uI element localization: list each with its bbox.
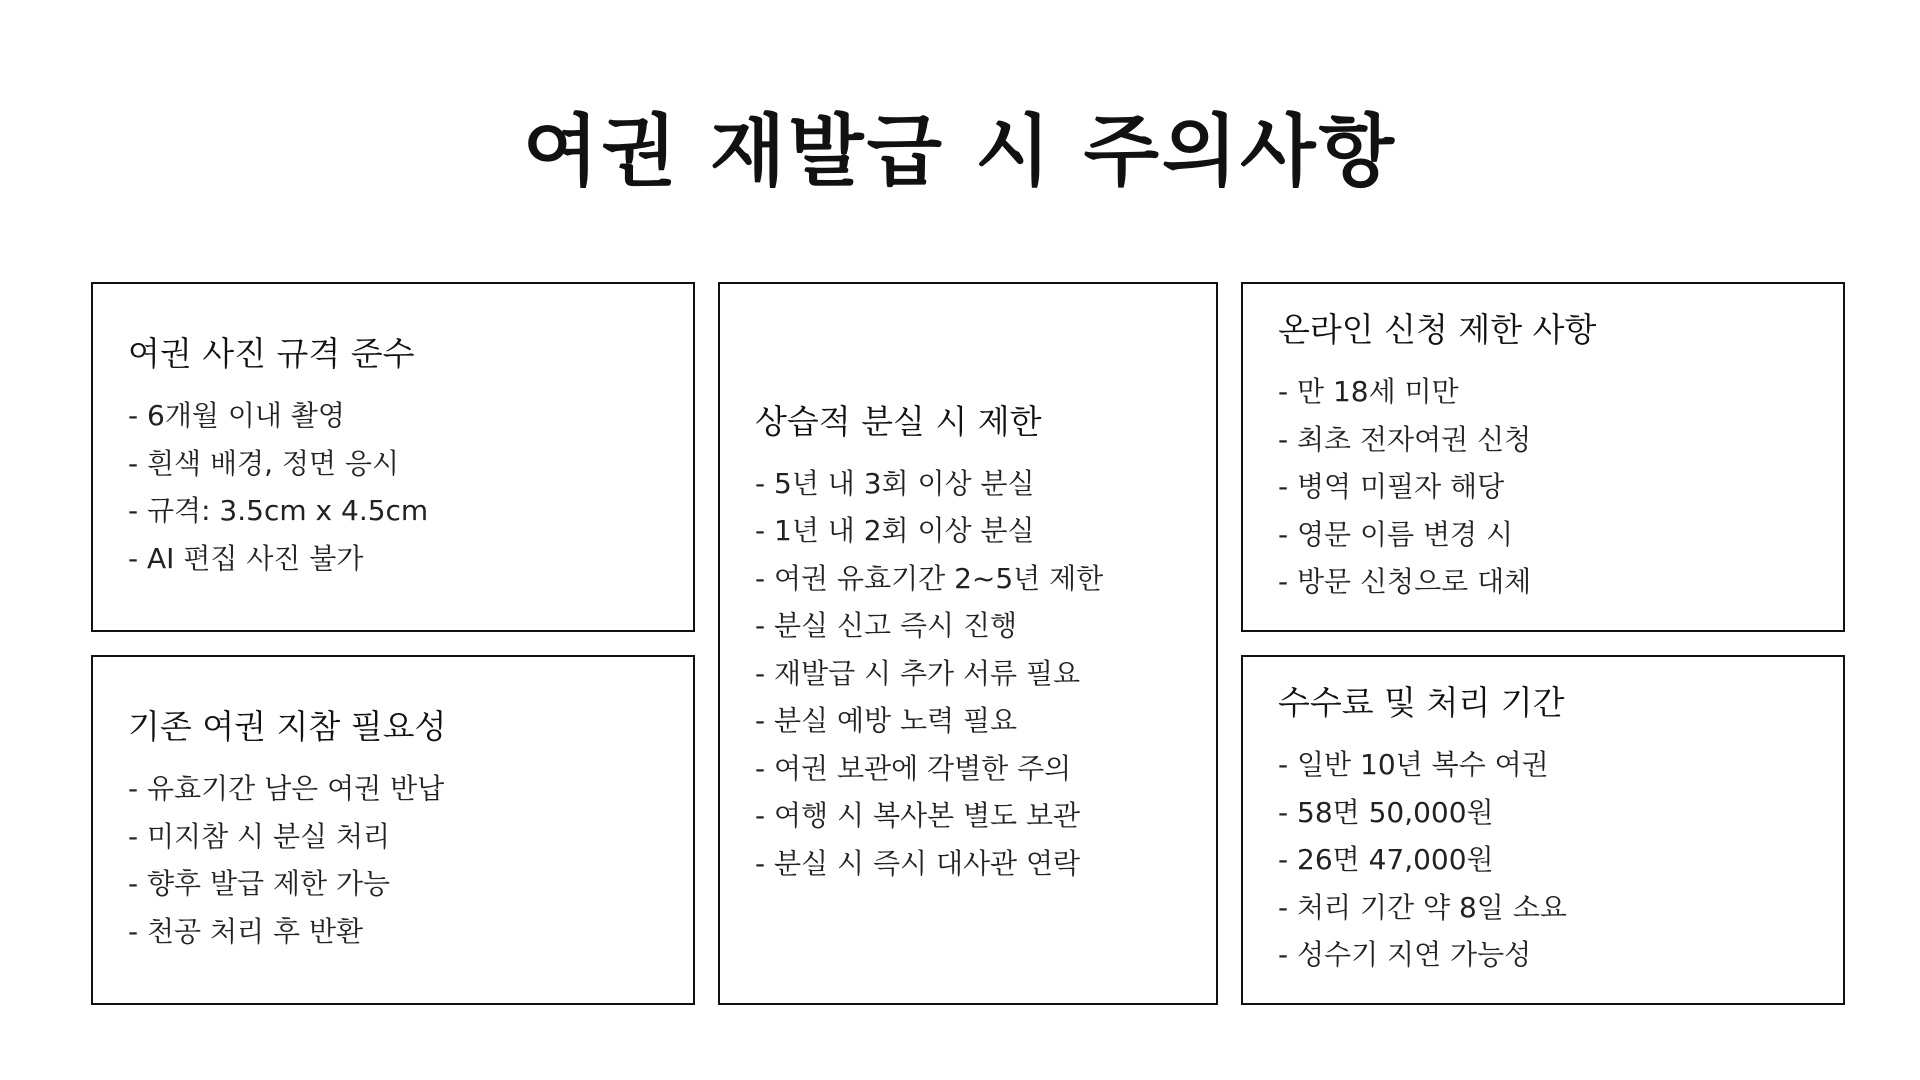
- card-item-list: [755, 460, 1196, 888]
- card-title: 수수료 및 처리 기간: [1278, 683, 1565, 723]
- list-item: - 분실 예방 노력 필요: [755, 704, 1018, 738]
- list-item: - 성수기 지연 가능성: [1278, 938, 1532, 972]
- fees-processing-card: [1241, 655, 1845, 1005]
- list-item: - 분실 신고 즉시 진행: [755, 609, 1018, 643]
- repeated-loss-card: [718, 282, 1218, 1005]
- card-item-list: [128, 392, 673, 582]
- card-title: 여권 사진 규격 준수: [128, 334, 415, 373]
- list-item: - 1년 내 2회 이상 분실: [755, 514, 1035, 548]
- page-title: 여권 재발급 시 주의사항: [523, 107, 1397, 197]
- list-item: - 최초 전자여권 신청: [1278, 422, 1532, 456]
- list-item: - 26면 47,000원: [1278, 843, 1494, 877]
- list-item: - 5년 내 3회 이상 분실: [755, 466, 1035, 500]
- list-item: - 흰색 배경, 정면 응시: [128, 446, 399, 480]
- card-title: 상습적 분실 시 제한: [755, 401, 1042, 441]
- list-item: - 처리 기간 약 8일 소요: [1278, 890, 1567, 924]
- list-item: - 천공 처리 후 반환: [128, 914, 364, 948]
- list-item: - 6개월 이내 촬영: [128, 399, 345, 432]
- list-item: - 일반 10년 복수 여권: [1278, 748, 1549, 782]
- list-item: - 영문 이름 변경 시: [1278, 517, 1514, 551]
- bring-old-passport-card: [91, 655, 695, 1005]
- list-item: - 분실 시 즉시 대사관 연락: [755, 846, 1081, 880]
- list-item: - 58면 50,000원: [1278, 795, 1494, 829]
- list-item: - AI 편집 사진 불가: [128, 541, 364, 575]
- online-limits-card: [1241, 282, 1845, 632]
- list-item: - 병역 미필자 해당: [1278, 470, 1505, 504]
- list-item: - 미지참 시 분실 처리: [128, 819, 391, 853]
- list-item: - 재발급 시 추가 서류 필요: [755, 656, 1081, 690]
- list-item: - 여권 보관에 각별한 주의: [755, 751, 1072, 785]
- card-item-list: [1278, 741, 1823, 979]
- card-item-list: [128, 765, 673, 955]
- list-item: - 만 18세 미만: [1278, 375, 1459, 409]
- photo-requirements-card: [91, 282, 695, 632]
- list-item: - 향후 발급 제한 가능: [128, 867, 391, 900]
- card-title: 기존 여권 지참 필요성: [128, 707, 447, 746]
- list-item: - 방문 신청으로 대체: [1278, 565, 1532, 599]
- list-item: - 여권 유효기간 2~5년 제한: [755, 561, 1104, 595]
- card-item-list: [1278, 368, 1823, 606]
- list-item: - 유효기간 남은 여권 반납: [128, 772, 445, 805]
- list-item: - 여행 시 복사본 별도 보관: [755, 799, 1081, 833]
- card-title: 온라인 신청 제한 사항: [1278, 310, 1597, 350]
- list-item: - 규격: 3.5cm x 4.5cm: [128, 494, 429, 527]
